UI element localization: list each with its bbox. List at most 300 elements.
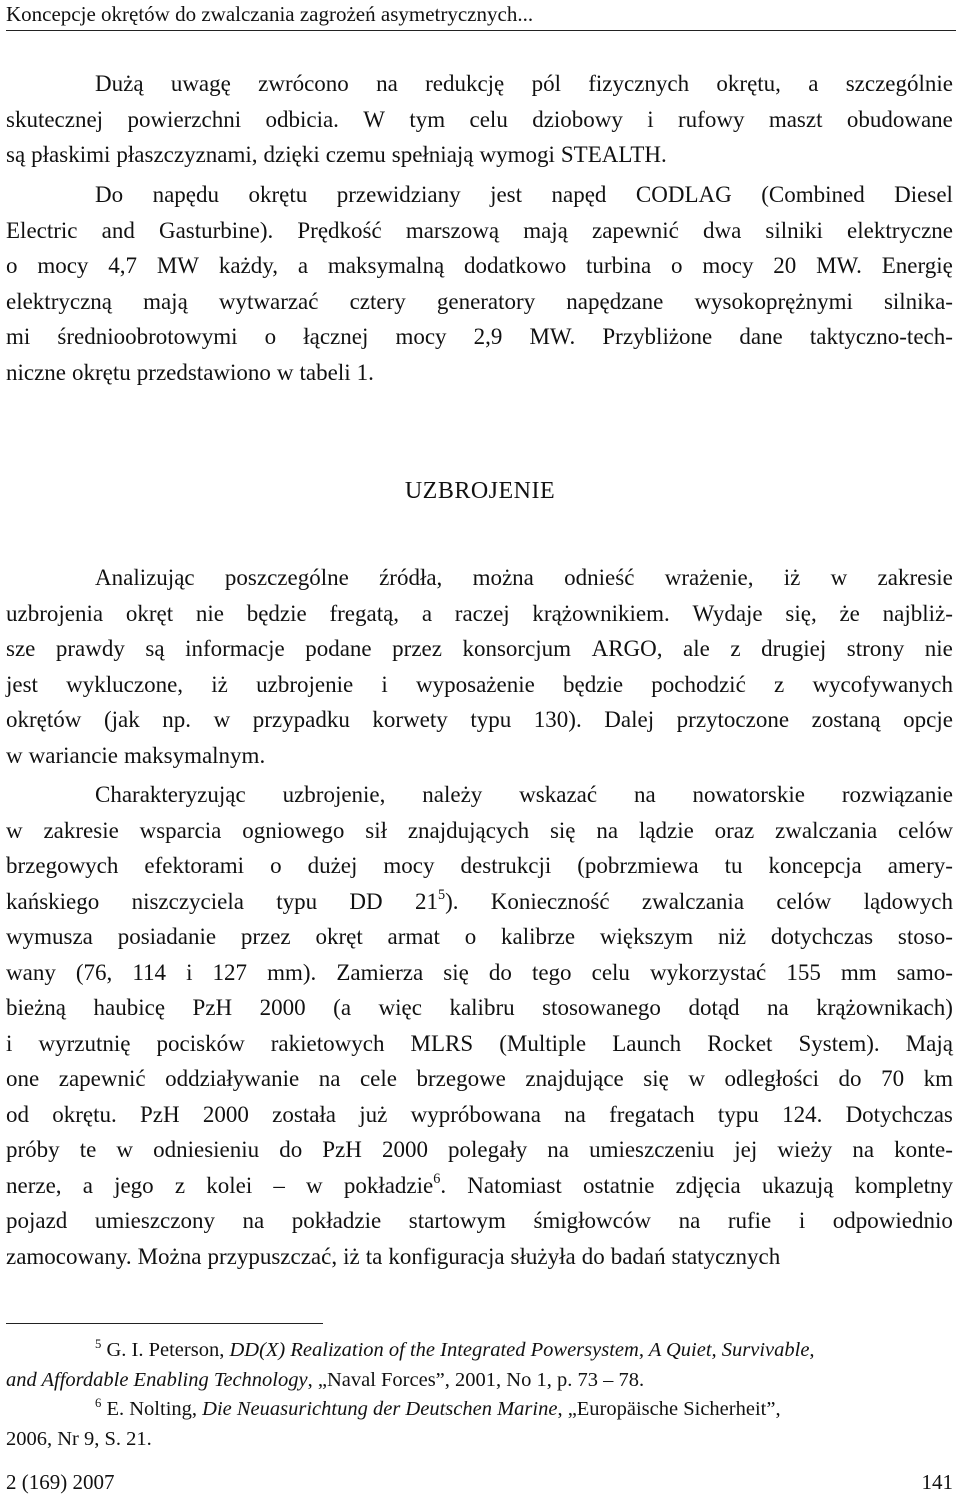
word <box>165 1061 299 1097</box>
word-text: dodatkowo <box>463 253 567 278</box>
word-text: nie <box>924 636 953 661</box>
word-text: STEALTH. <box>560 142 667 167</box>
word-text: kalibru <box>449 995 515 1020</box>
word <box>6 137 25 173</box>
word-text: zapewnić <box>58 1066 146 1091</box>
word <box>703 213 741 249</box>
word-text: (jak <box>103 707 140 732</box>
word-text: Do <box>95 182 124 207</box>
paragraph2-line <box>6 355 953 391</box>
word-text: przewidziany <box>336 182 461 207</box>
word-text: wykluczone, <box>66 671 184 697</box>
word <box>388 1239 504 1275</box>
word <box>474 319 503 355</box>
section-heading: UZBROJENIE <box>404 478 556 504</box>
word-text: do <box>488 959 512 985</box>
word <box>140 1097 180 1133</box>
word <box>888 848 953 884</box>
word <box>437 284 535 320</box>
footnote-6-line-2 <box>6 1425 953 1455</box>
word-text: mm <box>840 959 877 985</box>
word <box>127 102 241 138</box>
word <box>298 248 308 284</box>
word-text: fregatą, <box>329 600 400 626</box>
word-text: celów <box>898 817 953 843</box>
word-text: dane <box>739 324 783 349</box>
word-text: na <box>596 817 619 843</box>
paragraph4-line <box>6 1026 953 1062</box>
paragraph4-line <box>6 1061 953 1097</box>
word-text: jest <box>6 671 38 697</box>
word <box>300 355 351 391</box>
word-text: zwalczania <box>641 888 745 914</box>
paragraph3-line <box>6 631 953 667</box>
word-text: wyposażenie <box>416 671 535 697</box>
word <box>196 596 224 632</box>
word-text: skutecznej <box>6 106 104 132</box>
word <box>379 990 422 1026</box>
word <box>894 177 953 213</box>
word <box>256 667 353 703</box>
word-text: 70 <box>881 1066 905 1091</box>
word-text: w <box>6 742 23 768</box>
word-text: stoso- <box>897 924 953 949</box>
word <box>816 248 862 284</box>
word-text: koncepcja <box>768 853 862 878</box>
word <box>490 177 522 213</box>
word <box>6 248 18 284</box>
word <box>846 66 953 102</box>
word <box>650 955 766 991</box>
footnote-5-mark: 5 <box>95 1336 102 1351</box>
word <box>305 631 371 667</box>
footnote-5-line-1 <box>6 1336 953 1366</box>
word-text: mm). <box>267 959 317 985</box>
word <box>523 213 568 249</box>
word <box>564 560 634 596</box>
word-text: wskazać <box>519 782 598 807</box>
word-text: na <box>318 1066 341 1091</box>
word-text: pocisków <box>156 1030 245 1056</box>
word-text: jest <box>490 182 523 207</box>
word <box>315 919 362 955</box>
paragraph4-line <box>6 848 953 884</box>
word <box>693 777 805 813</box>
word <box>214 702 231 738</box>
word-text: płaszczyznami, <box>116 142 258 167</box>
word-text: 2,9 <box>473 324 503 349</box>
word <box>6 738 23 774</box>
word <box>724 1061 819 1097</box>
word <box>219 284 319 320</box>
word <box>693 596 763 632</box>
word-text: 2000 <box>202 1101 249 1127</box>
word-text: cztery <box>349 288 406 314</box>
word-text: Rocket <box>707 1030 773 1056</box>
word-text: nowatorskie <box>692 782 805 807</box>
word <box>846 1097 953 1133</box>
word <box>72 355 131 391</box>
word <box>639 813 694 849</box>
word-text: i <box>798 1208 806 1233</box>
word-text: a <box>421 600 433 626</box>
word <box>455 596 510 632</box>
word-text: 124. <box>782 1101 823 1127</box>
paragraph3-line <box>6 738 953 774</box>
footnote-ref: 6 <box>433 1171 441 1188</box>
paragraph4-line <box>6 884 953 920</box>
word <box>59 1061 146 1097</box>
word <box>343 1239 360 1275</box>
word <box>782 1097 822 1133</box>
word-text: należy <box>422 782 483 807</box>
word-text: kolei <box>206 1172 253 1198</box>
word <box>897 955 953 991</box>
word <box>326 137 386 173</box>
word <box>219 248 278 284</box>
word <box>95 560 195 596</box>
word <box>582 1239 605 1275</box>
word <box>329 596 399 632</box>
word <box>883 596 953 632</box>
word <box>392 631 442 667</box>
word <box>193 990 233 1026</box>
word <box>6 213 78 249</box>
word <box>924 1061 953 1097</box>
word <box>473 560 534 596</box>
word-text: o <box>464 924 477 949</box>
word-text: dotychczas <box>770 924 874 949</box>
word-text: niż <box>718 924 747 949</box>
word <box>906 1026 953 1062</box>
word-text: Dotychczas <box>845 1101 953 1127</box>
word <box>600 919 693 955</box>
word <box>132 955 166 991</box>
word <box>272 1097 336 1133</box>
word-text: oraz <box>714 817 755 843</box>
word-text: się <box>443 959 469 985</box>
word <box>592 213 679 249</box>
word-text: armat <box>387 924 440 949</box>
word-text: celu <box>591 959 630 985</box>
word <box>647 102 653 138</box>
word <box>185 631 285 667</box>
word <box>114 1168 154 1204</box>
word <box>116 137 257 173</box>
word-text: dużej <box>307 853 358 878</box>
word-text: zwalczania <box>775 817 878 843</box>
word-text: Charakteryzując <box>95 782 246 807</box>
word-text: w <box>688 1066 705 1091</box>
word-text: uzbrojenia <box>6 600 104 626</box>
word <box>532 66 561 102</box>
word <box>777 1132 832 1168</box>
word <box>550 813 576 849</box>
word <box>561 137 667 173</box>
word <box>225 560 349 596</box>
word <box>6 919 93 955</box>
word-text: turbina <box>586 253 652 278</box>
word <box>898 919 953 955</box>
word-text: generatory <box>436 288 536 314</box>
word-text: źródła, <box>379 565 443 590</box>
word <box>383 848 434 884</box>
word <box>124 738 265 774</box>
word <box>583 1168 655 1204</box>
word-text: pokładzie <box>343 1172 434 1198</box>
paragraph4-line <box>6 955 953 991</box>
word <box>388 919 440 955</box>
word <box>810 319 953 355</box>
word-text: MLRS <box>410 1030 474 1056</box>
word-text: krążownikiem. <box>532 600 670 626</box>
word <box>322 1132 362 1168</box>
word <box>808 66 818 102</box>
word <box>360 1061 397 1097</box>
word <box>542 990 661 1026</box>
word <box>730 631 740 667</box>
word-text: Analizując <box>95 565 195 590</box>
word <box>672 1239 781 1275</box>
word-text: krążownikach) <box>816 995 953 1020</box>
word-text: Mają <box>905 1030 953 1056</box>
word-text: (Multiple <box>499 1030 587 1056</box>
word-text: amery- <box>887 853 953 878</box>
word-text: iż <box>343 1243 360 1269</box>
word <box>688 990 739 1026</box>
word <box>118 919 216 955</box>
word <box>6 102 103 138</box>
word-text: odpowiednio <box>832 1208 953 1233</box>
word-text: i <box>647 106 654 132</box>
word <box>480 137 555 173</box>
word <box>642 884 744 920</box>
footnote-6-rest-1: , „Europäische Sicherheit”, <box>557 1398 781 1420</box>
word <box>511 1239 576 1275</box>
word <box>761 177 865 213</box>
word-text: silniki <box>765 217 823 243</box>
word-text: startowym <box>408 1208 506 1233</box>
word <box>6 990 66 1026</box>
word-text: Electric <box>6 217 78 243</box>
word-text: wieży <box>777 1137 833 1162</box>
word <box>83 1168 93 1204</box>
word-text: umieszczeniu <box>589 1137 715 1162</box>
word <box>769 102 823 138</box>
word <box>143 284 188 320</box>
word-text: MW. <box>529 324 576 349</box>
word-text: polegały <box>448 1137 528 1162</box>
word <box>564 1097 586 1133</box>
word-text: mi <box>6 324 31 349</box>
word <box>56 631 125 667</box>
word <box>925 631 953 667</box>
word-text: wsparcia <box>139 817 222 843</box>
word-text: obudowane <box>846 106 953 132</box>
word <box>6 848 118 884</box>
word-text: przypuszczać, <box>207 1243 338 1269</box>
word-text: brzegowych <box>6 853 119 878</box>
word <box>784 560 801 596</box>
word-text: mocy <box>383 853 435 878</box>
word-text: rufie <box>727 1208 772 1233</box>
paragraph1-line <box>6 102 953 138</box>
word <box>534 702 582 738</box>
word-text: Launch <box>612 1030 682 1056</box>
word <box>247 596 307 632</box>
word-text: 2000 <box>381 1137 428 1162</box>
word-text: lądzie <box>638 817 694 843</box>
word-text: zostaną <box>811 707 881 732</box>
word <box>213 955 248 991</box>
word-text: redukcję <box>425 71 505 96</box>
word-text: zdjęcia <box>675 1172 741 1198</box>
word <box>186 955 192 991</box>
word <box>718 919 746 955</box>
word <box>265 319 277 355</box>
word <box>6 884 99 920</box>
footnote-5-author: G. I. Peterson, <box>106 1339 225 1361</box>
word <box>679 1203 701 1239</box>
word-text: sze <box>6 636 36 661</box>
word <box>707 1026 772 1062</box>
word-text: na <box>547 1137 569 1162</box>
paragraph4-line <box>6 1168 953 1204</box>
word-text: fregatach <box>609 1101 695 1127</box>
word <box>267 955 316 991</box>
word <box>769 848 862 884</box>
word <box>6 355 66 391</box>
word-text: wytwarzać <box>218 288 319 314</box>
word-text: że <box>839 600 860 626</box>
word-text: na <box>678 1208 701 1233</box>
word <box>279 1132 302 1168</box>
word-text: ostatnie <box>582 1172 655 1198</box>
word-text: w <box>6 817 23 843</box>
word <box>6 1239 132 1275</box>
word <box>831 560 848 596</box>
word-text: dzięki <box>263 142 320 167</box>
paragraph-armament-details <box>6 777 953 1274</box>
word <box>408 813 529 849</box>
word-text: wypróbowana <box>410 1101 541 1127</box>
word <box>839 596 859 632</box>
word-text: tu <box>724 853 743 878</box>
word <box>602 319 712 355</box>
word <box>102 213 135 249</box>
word <box>292 1203 381 1239</box>
footnote-5-title-1: DD(X) Realization of the Integrated Powersystem, A Quiet, Survivable, <box>229 1339 815 1361</box>
word-text: celu <box>469 106 508 132</box>
word-text: ukazują <box>761 1172 834 1198</box>
word-text: fizycznych <box>588 71 690 96</box>
word <box>533 1203 651 1239</box>
word-text: pojazd <box>6 1208 68 1233</box>
word <box>94 990 166 1026</box>
word-text: – <box>273 1172 285 1198</box>
word-text: w <box>276 359 294 385</box>
word-text: okrętu. <box>52 1101 117 1127</box>
word-text: Diesel <box>894 182 953 207</box>
word <box>319 1061 341 1097</box>
word <box>774 667 784 703</box>
word <box>775 813 877 849</box>
word-text: elektryczną <box>6 288 112 314</box>
word <box>6 1097 29 1133</box>
word-text: mocy <box>37 253 89 278</box>
footnote-rule <box>6 1323 323 1324</box>
footnote-6-mark: 6 <box>95 1395 102 1410</box>
word <box>372 702 447 738</box>
word-text: więc <box>378 995 422 1020</box>
word <box>241 919 291 955</box>
word <box>265 102 338 138</box>
word <box>651 667 746 703</box>
word <box>588 66 689 102</box>
word <box>264 137 320 173</box>
word-text: przez <box>392 636 442 661</box>
word <box>799 1026 880 1062</box>
word <box>349 884 382 920</box>
word <box>688 1061 705 1097</box>
word <box>577 848 698 884</box>
word-text: napęd <box>551 182 607 207</box>
word <box>6 702 81 738</box>
word-text: okrętu <box>72 359 131 385</box>
word-text: 20 <box>773 253 797 278</box>
word-text: Gasturbine). <box>158 217 274 243</box>
word-text: wymogi <box>479 142 555 167</box>
word-text: lądowych <box>863 888 953 914</box>
word-text: w <box>830 565 848 590</box>
word-text: korwety <box>372 707 448 732</box>
paragraph4-line <box>6 813 953 849</box>
word <box>6 319 30 355</box>
word <box>132 884 244 920</box>
word-text: zamocowany. <box>6 1243 132 1269</box>
word-text: już <box>359 1101 388 1127</box>
word <box>108 248 137 284</box>
word <box>847 631 905 667</box>
word-text: i <box>381 671 388 697</box>
word <box>162 702 191 738</box>
word-text: haubicę <box>93 995 166 1020</box>
word-text: odległości <box>724 1066 820 1091</box>
paragraph2-line <box>6 177 953 213</box>
word-text: (Combined <box>761 182 865 207</box>
word-text: w <box>306 1172 323 1198</box>
word <box>271 1026 385 1062</box>
word-text: 4,7 <box>108 253 138 278</box>
word <box>491 884 610 920</box>
word <box>308 848 358 884</box>
word-text: okręt <box>315 924 363 949</box>
word-text: typu <box>470 707 512 732</box>
word-text: ). <box>445 888 459 914</box>
word-text: każdy, <box>218 253 279 278</box>
paragraph4-line <box>6 777 953 813</box>
word-text: zapewnić <box>592 217 679 243</box>
word <box>6 1168 62 1204</box>
word-text: przytoczone <box>676 707 790 732</box>
word <box>864 884 953 920</box>
running-header: Koncepcje okrętów do zwalczania zagrożeń asymetrycznych... <box>6 0 956 31</box>
word <box>461 848 552 884</box>
word <box>6 1026 12 1062</box>
word <box>80 1132 97 1168</box>
word-text: się <box>549 817 576 843</box>
word-text: mocy <box>395 324 447 349</box>
